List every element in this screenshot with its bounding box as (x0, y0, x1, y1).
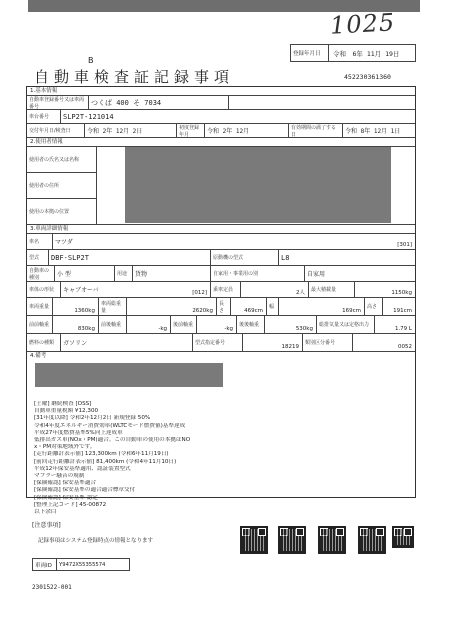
fm-axle-label: 前後軸重 (101, 322, 122, 328)
note-line: [前回走行距離計表示値] 81,400km (令和4年11月10日) (34, 458, 177, 465)
valid-value: 令和 8年 12月 1日 (345, 128, 401, 135)
issue-label: 交付年月日/検査日 (29, 128, 71, 134)
height-label: 高さ (367, 304, 378, 310)
length-label: 長さ (219, 300, 225, 314)
attention-heading: [注意事項] (32, 522, 61, 529)
weight-row (27, 298, 415, 316)
first-reg-label: 初度登録年月 (179, 124, 200, 138)
note-line: 低排出ガス車(NOx・PM)適合。この自動車の使用の本拠はNO (34, 437, 191, 444)
note-line: 平成12年保安基準適用、認証装置型式 (34, 465, 131, 472)
weight-label: 車両重量 (29, 304, 50, 310)
mark-b: B (88, 56, 94, 65)
fuel-row (27, 334, 415, 352)
rf-axle-value: -kg (224, 326, 233, 332)
business-label: 自家用・事業用の別 (213, 271, 259, 277)
use-value: 貨物 (135, 271, 148, 278)
handwritten-number: 1025 (329, 8, 396, 40)
qr-code-icon (358, 526, 386, 554)
user-address-label: 使用者の住所 (29, 183, 60, 189)
note-line: [走行距離計表示値] 123,300km (令和6年11月19日) (34, 451, 169, 458)
user-name-label: 使用者の氏名又は名称 (29, 157, 80, 163)
note-line: マフラー騒音の規制 (34, 473, 85, 480)
plate-label: 自動車登録番号又は車両番号 (29, 96, 85, 110)
note-line: 令和4年度エネルギー消費効率(WLTCモード燃費値)基準達成 (34, 422, 186, 429)
note-line: [保険確認] 保安基準 認定 (34, 494, 98, 501)
axle-row (27, 316, 415, 334)
height-value: 191cm (393, 308, 412, 314)
front-axle-value: 830kg (77, 326, 95, 332)
vehicle-id-box (32, 558, 130, 571)
maker-label: 車名 (29, 239, 40, 245)
maker-value: マツダ (55, 239, 73, 246)
footer-code: 2301522-001 (32, 584, 72, 591)
kind-value: 小 型 (57, 271, 71, 278)
business-value: 自家用 (307, 271, 326, 278)
qr-code-icon (392, 526, 414, 548)
displacement-label: 総排気量又は定格出力 (319, 322, 370, 328)
note-line: 自動車重量税額 ¥12,300 (34, 408, 99, 415)
capacity-label: 乗車定員 (213, 287, 234, 293)
displacement-value: 1.79 L (394, 326, 412, 332)
fuel-value: ガソリン (63, 340, 88, 347)
maker-code: [301] (397, 242, 412, 248)
body-label: 車体の形状 (29, 287, 55, 293)
remarks-redaction (35, 363, 223, 387)
registration-date-box (290, 44, 416, 62)
document-title: 自動車検査証記録事項 (34, 68, 235, 86)
qr-code-icon (240, 526, 268, 554)
section-2-heading: 2.使用者情報 (27, 138, 415, 147)
rear-axle-label: 後後軸重 (239, 322, 260, 328)
front-axle-label: 前前軸重 (29, 322, 50, 328)
note-line: 平成27年度燃費基準5%向上達成車 (34, 429, 123, 436)
weight-value: 1360kg (74, 308, 95, 314)
gross-label: 車両総重量 (101, 300, 122, 314)
width-label: 幅 (269, 304, 275, 310)
note-line: 以下余白 (34, 509, 57, 516)
use-label: 用途 (117, 271, 128, 277)
vehicle-id-label: 車両ID (33, 559, 57, 570)
user-info-redaction (125, 147, 391, 223)
rear-axle-value: 530kg (295, 326, 313, 332)
chassis-value: SLP2T-121014 (63, 112, 114, 121)
capacity-value: 2人 (296, 290, 305, 296)
chassis-row (27, 110, 415, 124)
attention-body: 記録事項はシステム登録時点の情報となります (38, 538, 153, 544)
engine-label: 原動機の型式 (213, 255, 244, 261)
plate-row (27, 96, 415, 110)
fuel-label: 燃料の種類 (29, 340, 55, 346)
fm-axle-value: -kg (158, 326, 167, 332)
engine-value: L8 (281, 253, 290, 262)
first-reg-value: 令和 2年 12月 (207, 128, 250, 135)
maker-row (27, 234, 415, 250)
registration-date-label: 登録年月日 (291, 45, 329, 61)
serial-number: 452230361360 (344, 73, 391, 81)
remarks-notes (32, 400, 222, 516)
note-line: [保険確認] 保安基準の適合適合標章交付 (34, 487, 136, 494)
note-line: [土曜] 継続検査 [OSS] (34, 401, 92, 407)
body-value: キャブオーバ (63, 287, 99, 294)
valid-label: 有効期間の満了する日 (291, 124, 337, 138)
type-approval-label: 型式指定番号 (195, 340, 226, 346)
user-info-block (27, 147, 415, 225)
vehicle-id-value: Y9472X55355574 (59, 561, 106, 568)
qr-code-icon (318, 526, 346, 554)
category-value: 0052 (398, 344, 412, 350)
issue-value: 令和 2年 12月 2日 (87, 128, 143, 135)
width-value: 169cm (342, 308, 361, 314)
plate-value: つくば 400 そ 7034 (91, 98, 162, 107)
type-approval-value: 18219 (281, 344, 299, 350)
max-load-value: 1150kg (391, 290, 412, 296)
model-value: DBF-SLP2T (51, 253, 89, 262)
body-row (27, 282, 415, 298)
max-load-label: 最大積載量 (311, 287, 337, 293)
kind-row (27, 266, 415, 282)
model-label: 型式 (29, 255, 40, 261)
model-row (27, 250, 415, 266)
note-line: [保険確認] 保安基準適合 (34, 480, 97, 487)
kind-label: 自動車の種別 (29, 267, 50, 281)
section-3-heading: 3.車両詳細情報 (27, 225, 415, 234)
chassis-label: 車台番号 (29, 114, 50, 120)
base-location-label: 使用の本拠の位置 (29, 209, 70, 215)
body-code: [012] (192, 290, 207, 296)
section-1-heading: 1.基本情報 (27, 87, 415, 96)
qr-code-icon (278, 526, 306, 554)
gross-value: 2620kg (192, 308, 213, 314)
note-line: [31年度以降] 令和2年12月2日 新規登録 50% (34, 415, 151, 422)
rf-axle-label: 後前軸重 (173, 322, 194, 328)
category-label: 類別区分番号 (305, 340, 336, 346)
note-line: x・PM対策地域外です。 (34, 444, 96, 451)
registration-date-value: 令和 6年 11月 19日 (333, 49, 400, 58)
note-line: [整理上記コード] 45-00872 (34, 501, 107, 508)
section-4-heading: 4.備考 (30, 353, 47, 359)
length-value: 469cm (244, 308, 263, 314)
dates-row (27, 124, 415, 138)
